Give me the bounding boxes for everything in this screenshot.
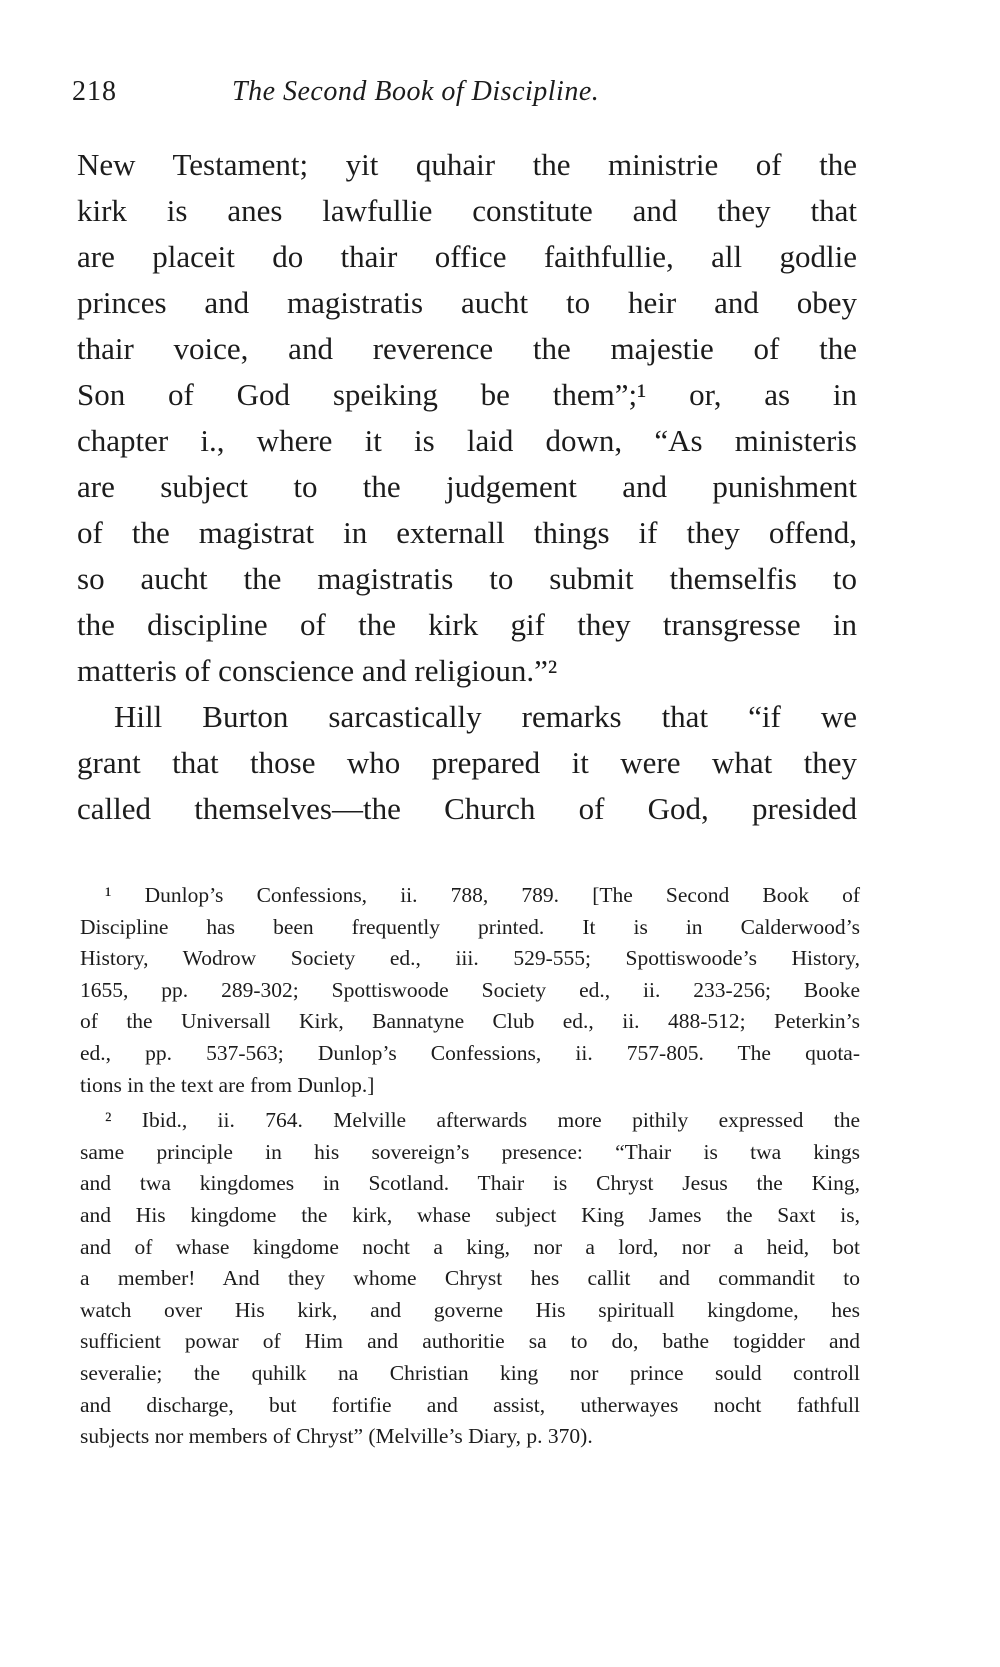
footnote-line: Discipline has been frequently printed. It is in Calderwood’s [80, 914, 860, 939]
running-title: The Second Book of Discipline. [232, 76, 600, 107]
body-line: of the magistrat in externall things if they offend, [77, 515, 857, 550]
footnote-line: and twa kingdomes in Scotland. Thair is Chryst Jesus the King, [80, 1171, 860, 1196]
footnote-line: watch over His kirk, and governe His spirituall kingdome, hes [80, 1297, 860, 1322]
footnote-line: and of whase kingdome nocht a king, nor a lord, nor a heid, bot [80, 1234, 860, 1259]
body-line: the discipline of the kirk gif they transgresse in [77, 607, 857, 642]
footnote-line: and His kingdome the kirk, whase subject King James the Saxt is, [80, 1202, 860, 1227]
footnote-line: ed., pp. 537-563; Dunlop’s Confessions, ii. 757-805. The quota- [80, 1040, 860, 1065]
footnotes [80, 880, 860, 1453]
body-line: matteris of conscience and religioun.”² [77, 653, 558, 688]
footnote-line: of the Universall Kirk, Bannatyne Club ed., ii. 488-512; Peterkin’s [80, 1009, 860, 1034]
body-line: are placeit do thair office faithfullie, all godlie [77, 239, 857, 274]
footnote-line: History, Wodrow Society ed., iii. 529-555; Spottiswoode’s History, [80, 946, 860, 971]
body-line: so aucht the magistratis to submit themselfis to [77, 561, 857, 596]
footnote-line: subjects nor members of Chryst” (Melville’s Diary, p. 370). [80, 1424, 593, 1449]
footnote-line: sufficient powar of Him and authoritie sa to do, bathe togidder and [80, 1329, 860, 1354]
body-line: chapter i., where it is laid down, “As ministeris [77, 423, 857, 458]
body-line: called themselves—the Church of God, presided [77, 791, 857, 826]
footnote-line: and discharge, but fortifie and assist, utherwayes nocht fathfull [80, 1392, 860, 1417]
footnote-line: 1655, pp. 289-302; Spottiswoode Society ed., ii. 233-256; Booke [80, 977, 860, 1002]
main-text [77, 142, 857, 832]
page-number: 218 [72, 76, 117, 107]
body-line: grant that those who prepared it were what they [77, 745, 857, 780]
body-line: are subject to the judgement and punishment [77, 469, 857, 504]
body-line: New Testament; yit quhair the ministrie of the [77, 147, 857, 182]
footnote-line: ² Ibid., ii. 764. Melville afterwards more pithily expressed the [105, 1108, 860, 1133]
body-line: kirk is anes lawfullie constitute and they that [77, 193, 857, 228]
body-line: princes and magistratis aucht to heir and obey [77, 285, 857, 320]
footnote-2 [80, 1105, 860, 1453]
body-line: Son of God speiking be them”;¹ or, as in [77, 377, 857, 412]
running-header [72, 72, 932, 112]
footnote-line: a member! And they whome Chryst hes callit and commandit to [80, 1266, 860, 1291]
body-line: Hill Burton sarcastically remarks that “if we [114, 699, 857, 734]
footnote-line: tions in the text are from Dunlop.] [80, 1072, 375, 1097]
footnote-line: ¹ Dunlop’s Confessions, ii. 788, 789. [The Second Book of [105, 883, 860, 907]
footnote-1 [80, 880, 860, 1101]
footnote-line: same principle in his sovereign’s presence: “Thair is twa kings [80, 1139, 860, 1164]
body-line: thair voice, and reverence the majestie of the [77, 331, 857, 366]
footnote-line: severalie; the quhilk na Christian king nor prince sould controll [80, 1360, 860, 1385]
